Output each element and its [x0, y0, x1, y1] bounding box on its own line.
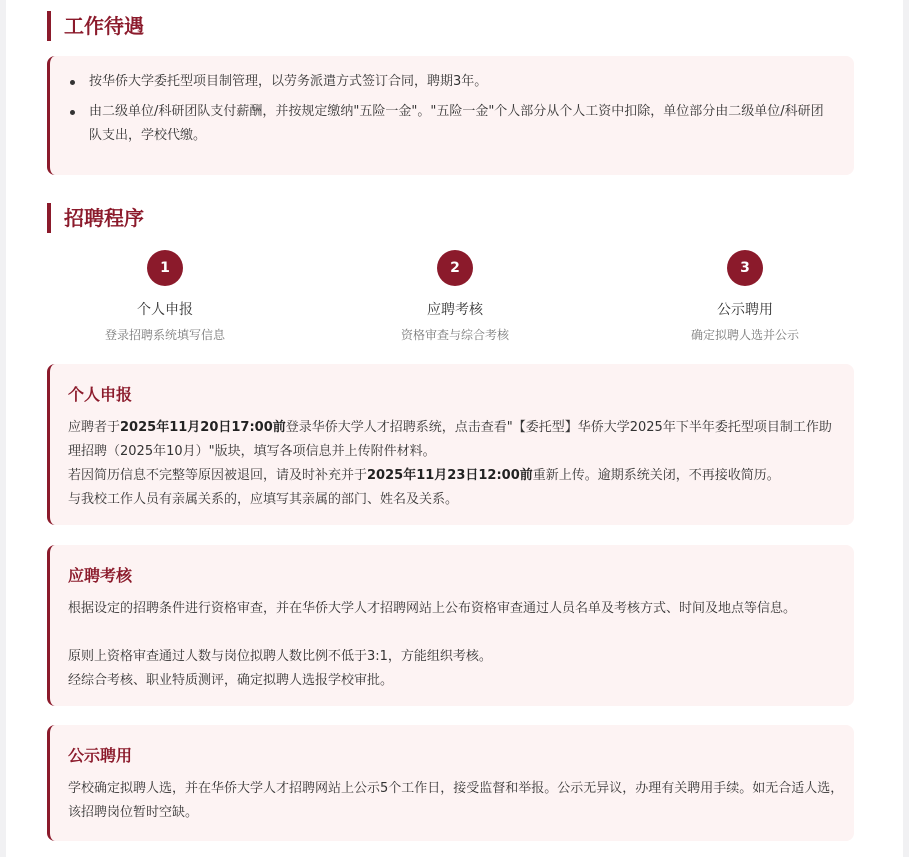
- benefits-item: 由二级单位/科研团队支付薪酬，并按规定缴纳"五险一金"。"五险一金"个人部分从个人工资中扣除，单位部分由二级单位/科研团队支出，学校代缴。: [89, 100, 826, 148]
- step-description: 确定拟聘人选并公示: [690, 328, 799, 342]
- apply-heading: 个人申报: [68, 385, 133, 404]
- procedure-section-title: 招聘程序: [47, 203, 144, 233]
- step-title: 公示聘用: [717, 302, 773, 318]
- step-number-badge: 2: [437, 250, 473, 286]
- hire-heading: 公示聘用: [68, 746, 133, 765]
- apply-paragraph-1: [68, 416, 844, 464]
- apply-paragraph-3: 与我校工作人员有亲属关系的，应填写其亲属的部门、姓名及关系。: [68, 492, 459, 507]
- apply-box: [47, 364, 854, 525]
- step-number-badge: 3: [727, 250, 763, 286]
- apply-text: 重新上传。逾期系统关闭，不再接收简历。: [532, 468, 780, 483]
- resubmit-deadline: 2025年11月23日12:00前: [367, 468, 533, 483]
- procedure-steps: [47, 250, 871, 350]
- step-3: [635, 250, 855, 344]
- step-title: 个人申报: [137, 302, 193, 318]
- step-description: 资格审查与综合考核: [400, 328, 509, 342]
- assess-paragraph-3: 经综合考核、职业特质测评，确定拟聘人选报学校审批。: [68, 673, 394, 688]
- step-number-badge: 1: [147, 250, 183, 286]
- apply-text: 应聘者于: [68, 420, 121, 435]
- content-card: [6, 0, 903, 857]
- assess-box: [47, 545, 854, 706]
- step-title: 应聘考核: [427, 302, 483, 318]
- assess-paragraph-1: 根据设定的招聘条件进行资格审查，并在华侨大学人才招聘网站上公布资格审查通过人员名单及考核方式、时间及地点等信息。: [68, 601, 797, 616]
- apply-text: 登录华侨大学人才招聘系统，点击查看"【委托型】华侨大学2025年下半年委托型项目制工作助理招聘（2025年10月）"版块，填写各项信息并上传附件材料。: [68, 420, 832, 459]
- hire-box: [47, 725, 854, 841]
- step-description: 登录招聘系统填写信息: [104, 328, 225, 342]
- apply-deadline: 2025年11月20日17:00前: [120, 420, 286, 435]
- step-1: [55, 250, 275, 344]
- apply-paragraph-2: [68, 464, 844, 488]
- assess-paragraph-2: 原则上资格审查通过人数与岗位拟聘人数比例不低于3:1，方能组织考核。: [68, 649, 492, 664]
- benefits-section-title: 工作待遇: [47, 11, 144, 41]
- benefits-box: [47, 56, 854, 175]
- assess-heading: 应聘考核: [68, 566, 133, 585]
- hire-paragraph-1: 学校确定拟聘人选，并在华侨大学人才招聘网站上公示5个工作日，接受监督和举报。公示无异议，办理有关聘用手续。如无合适人选，该招聘岗位暂时空缺。: [68, 781, 844, 820]
- step-2: [345, 250, 565, 344]
- apply-text: 若因简历信息不完整等原因被退回，请及时补充并于: [68, 468, 368, 483]
- benefits-list: [50, 56, 854, 148]
- benefits-item: 按华侨大学委托型项目制管理，以劳务派遣方式签订合同，聘期3年。: [89, 70, 826, 94]
